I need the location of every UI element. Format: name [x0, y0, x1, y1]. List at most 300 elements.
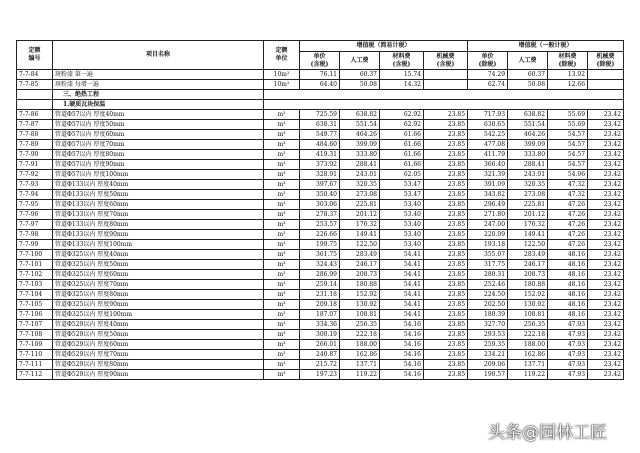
cell-g-price: 321.39	[468, 170, 508, 180]
cell-s-labor: 273.08	[340, 190, 380, 200]
cell-unit: m³	[264, 130, 300, 140]
cell-g-price: 224.50	[468, 290, 508, 300]
section-row	[17, 100, 624, 110]
cell-s-machine: 23.85	[424, 130, 468, 140]
cell-s-machine	[424, 70, 468, 80]
cell-name: 管道Φ133以内 厚度90mm	[53, 230, 264, 240]
cell-g-machine: 23.42	[588, 130, 624, 140]
cell-s-machine: 23.85	[424, 350, 468, 360]
cell-s-material: 61.66	[380, 130, 424, 140]
cell-s-labor: 399.09	[340, 140, 380, 150]
cell-unit: m³	[264, 190, 300, 200]
cell-s-material: 62.05	[380, 170, 424, 180]
cell-code: 7-7-92	[17, 170, 53, 180]
cell-g-material: 47.26	[548, 200, 588, 210]
cell-s-labor: 201.12	[340, 210, 380, 220]
cell-g-material: 47.32	[548, 190, 588, 200]
cell-s-price: 286.99	[300, 270, 340, 280]
cell-g-material: 47.93	[548, 340, 588, 350]
cell-s-machine: 23.85	[424, 150, 468, 160]
cell-code: 7-7-89	[17, 140, 53, 150]
table-row	[17, 150, 624, 160]
cell-g-price: 542.25	[468, 130, 508, 140]
cell-s-price: 300.19	[300, 330, 340, 340]
cell-unit: m³	[264, 290, 300, 300]
cell-s-price: 419.31	[300, 150, 340, 160]
cell-code: 7-7-95	[17, 200, 53, 210]
cell-g-labor: 225.81	[508, 200, 548, 210]
cell-s-labor: 256.35	[340, 320, 380, 330]
cell-s-labor: 149.41	[340, 230, 380, 240]
cell-name: 管道Φ57以内 厚度80mm	[53, 150, 264, 160]
table-row	[17, 280, 624, 290]
cell-s-material: 14.32	[380, 80, 424, 90]
cell-code: 7-7-91	[17, 160, 53, 170]
cell-name: 管道Φ325以内 厚度90mm	[53, 300, 264, 310]
header-general-tax: 增值税（一般计税）	[468, 41, 624, 52]
cell-g-machine: 23.42	[588, 210, 624, 220]
cell-name: 管道Φ325以内 厚度70mm	[53, 280, 264, 290]
cell-g-labor: 246.17	[508, 260, 548, 270]
cell-s-price: 303.06	[300, 200, 340, 210]
table-row	[17, 230, 624, 240]
cell-s-price: 197.23	[300, 370, 340, 380]
cell-g-machine: 23.42	[588, 240, 624, 250]
cell-s-labor: 188.00	[340, 340, 380, 350]
cell-name: 管道Φ133以内 厚度80mm	[53, 220, 264, 230]
cell-s-machine: 23.85	[424, 220, 468, 230]
cell-g-material: 54.57	[548, 130, 588, 140]
cell-g-machine: 23.42	[588, 340, 624, 350]
cell-g-machine: 23.42	[588, 150, 624, 160]
cell-g-machine: 23.42	[588, 220, 624, 230]
cell-g-price: 247.00	[468, 220, 508, 230]
cell-g-price: 74.29	[468, 70, 508, 80]
header-simple-labor: 人工费	[340, 52, 380, 70]
cell-g-material: 54.96	[548, 170, 588, 180]
cell-name: 管道Φ529以内 厚度60mm	[53, 340, 264, 350]
cell-s-price: 215.72	[300, 360, 340, 370]
cell-s-labor: 176.32	[340, 220, 380, 230]
cell-s-material: 54.41	[380, 280, 424, 290]
cell-s-labor: 122.50	[340, 240, 380, 250]
table-row	[17, 180, 624, 190]
cell-s-material: 53.40	[380, 220, 424, 230]
header-simple-material: 材料费 (含税)	[380, 52, 424, 70]
cell-s-machine: 23.85	[424, 160, 468, 170]
cell-code: 7-7-96	[17, 210, 53, 220]
cell-code: 7-7-97	[17, 220, 53, 230]
cell-s-price: 231.18	[300, 290, 340, 300]
cell-g-labor: 256.35	[508, 320, 548, 330]
cell-name: 管道Φ325以内 厚度60mm	[53, 270, 264, 280]
cell-g-material: 12.66	[548, 80, 588, 90]
cell-g-material: 48.16	[548, 260, 588, 270]
watermark: 头条@园林工匠	[488, 423, 607, 443]
cell-g-material: 55.69	[548, 110, 588, 120]
cell-g-material: 47.93	[548, 330, 588, 340]
cell-s-labor: 208.73	[340, 270, 380, 280]
cell-unit: m³	[264, 160, 300, 170]
cell-g-machine: 23.42	[588, 140, 624, 150]
cell-g-machine: 23.42	[588, 200, 624, 210]
table-row	[17, 270, 624, 280]
cell-name: 管道Φ133以内 厚度70mm	[53, 210, 264, 220]
cell-code: 7-7-85	[17, 80, 53, 90]
table-row	[17, 340, 624, 350]
cell-g-machine: 23.42	[588, 310, 624, 320]
cell-g-price: 293.53	[468, 330, 508, 340]
cell-s-material: 54.41	[380, 270, 424, 280]
cell-g-labor: 333.80	[508, 150, 548, 160]
cell-g-price: 366.40	[468, 160, 508, 170]
cell-g-labor: 222.18	[508, 330, 548, 340]
cell-g-labor: 119.22	[508, 370, 548, 380]
cell-s-labor: 464.26	[340, 130, 380, 140]
cell-unit: m³	[264, 210, 300, 220]
cell-g-price: 259.35	[468, 340, 508, 350]
cell-unit: m³	[264, 300, 300, 310]
cell-g-machine: 23.42	[588, 180, 624, 190]
cell-g-material: 47.26	[548, 220, 588, 230]
cell-s-price: 373.92	[300, 160, 340, 170]
table-row	[17, 310, 624, 320]
cell-name: 管道Φ57以内 厚度60mm	[53, 130, 264, 140]
cell-s-material: 53.40	[380, 230, 424, 240]
table-row	[17, 370, 624, 380]
cell-s-material: 61.66	[380, 150, 424, 160]
cell-g-material: 47.26	[548, 210, 588, 220]
table-row	[17, 120, 624, 130]
cell-unit: 10m²	[264, 70, 300, 80]
cell-name: 斑粉漆 每增一遍	[53, 80, 264, 90]
quota-table	[16, 40, 624, 380]
cell-name: 管道Φ529以内 厚度80mm	[53, 360, 264, 370]
cell-s-price: 199.75	[300, 240, 340, 250]
cell-s-price: 549.77	[300, 130, 340, 140]
cell-g-material: 54.57	[548, 140, 588, 150]
cell-s-price: 725.59	[300, 110, 340, 120]
header-general-material: 材料费 (除税)	[548, 52, 588, 70]
cell-s-material: 54.41	[380, 250, 424, 260]
cell-s-machine: 23.85	[424, 270, 468, 280]
cell-g-labor: 551.54	[508, 120, 548, 130]
cell-g-labor: 130.92	[508, 300, 548, 310]
cell-g-material: 54.57	[548, 160, 588, 170]
cell-s-machine: 23.85	[424, 110, 468, 120]
header-general-labor: 人工费	[508, 52, 548, 70]
cell-g-machine: 23.42	[588, 110, 624, 120]
cell-code: 7-7-94	[17, 190, 53, 200]
cell-g-machine: 23.42	[588, 270, 624, 280]
cell-s-labor: 283.49	[340, 250, 380, 260]
cell-g-price: 190.57	[468, 370, 508, 380]
cell-g-labor: 201.12	[508, 210, 548, 220]
cell-unit: m³	[264, 150, 300, 160]
cell-g-labor: 188.00	[508, 340, 548, 350]
table-row	[17, 170, 624, 180]
cell-g-labor: 149.41	[508, 230, 548, 240]
cell-code: 7-7-99	[17, 240, 53, 250]
cell-g-price: 62.74	[468, 80, 508, 90]
cell-unit: m³	[264, 370, 300, 380]
cell-g-labor: 176.32	[508, 220, 548, 230]
cell-g-machine: 23.42	[588, 120, 624, 130]
cell-name: 管道Φ325以内 厚度50mm	[53, 260, 264, 270]
cell-g-material: 54.57	[548, 150, 588, 160]
cell-code: 7-7-104	[17, 290, 53, 300]
cell-g-machine: 23.42	[588, 350, 624, 360]
cell-s-labor: 243.01	[340, 170, 380, 180]
cell-g-labor: 108.81	[508, 310, 548, 320]
cell-unit: m³	[264, 180, 300, 190]
table-header	[17, 41, 624, 70]
cell-s-price: 397.67	[300, 180, 340, 190]
cell-name: 管道Φ133以内 厚度60mm	[53, 200, 264, 210]
cell-unit: m³	[264, 280, 300, 290]
cell-s-material: 54.41	[380, 290, 424, 300]
cell-s-price: 259.14	[300, 280, 340, 290]
cell-s-machine: 23.85	[424, 170, 468, 180]
cell-g-material: 48.16	[548, 310, 588, 320]
cell-g-price: 477.08	[468, 140, 508, 150]
cell-s-price: 266.01	[300, 340, 340, 350]
cell-g-price: 630.65	[468, 120, 508, 130]
cell-g-labor: 180.88	[508, 280, 548, 290]
table-row	[17, 240, 624, 250]
cell-g-price: 411.79	[468, 150, 508, 160]
cell-s-price: 334.36	[300, 320, 340, 330]
cell-s-machine: 23.85	[424, 140, 468, 150]
cell-unit: m³	[264, 350, 300, 360]
cell-g-material: 55.69	[548, 120, 588, 130]
cell-s-machine: 23.85	[424, 230, 468, 240]
cell-s-price: 187.07	[300, 310, 340, 320]
cell-name: 管道Φ57以内 厚度40mm	[53, 110, 264, 120]
header-simple-tax: 增值税（简易计税）	[300, 41, 468, 52]
cell-code: 7-7-100	[17, 250, 53, 260]
table-row	[17, 260, 624, 270]
cell-unit: m³	[264, 320, 300, 330]
cell-g-material: 13.92	[548, 70, 588, 80]
cell-g-machine: 23.42	[588, 360, 624, 370]
cell-unit: m³	[264, 200, 300, 210]
cell-unit: m³	[264, 330, 300, 340]
table-row	[17, 300, 624, 310]
cell-s-labor: 180.88	[340, 280, 380, 290]
cell-s-machine: 23.85	[424, 310, 468, 320]
cell-s-machine: 23.85	[424, 300, 468, 310]
cell-g-labor: 288.41	[508, 160, 548, 170]
cell-s-material: 54.16	[380, 370, 424, 380]
cell-unit: m³	[264, 360, 300, 370]
cell-g-machine: 23.42	[588, 170, 624, 180]
cell-unit: m³	[264, 220, 300, 230]
cell-g-price: 234.21	[468, 350, 508, 360]
cell-s-price: 638.31	[300, 120, 340, 130]
cell-g-material: 47.26	[548, 230, 588, 240]
cell-g-machine	[588, 70, 624, 80]
cell-g-material: 48.16	[548, 250, 588, 260]
header-general-machine: 机械费 (除税)	[588, 52, 624, 70]
cell-code: 7-7-107	[17, 320, 53, 330]
cell-unit: m³	[264, 270, 300, 280]
cell-s-material: 54.16	[380, 330, 424, 340]
section-title: 三、绝热工程	[53, 90, 264, 100]
table-row	[17, 250, 624, 260]
cell-g-price: 327.70	[468, 320, 508, 330]
cell-g-material: 48.16	[548, 280, 588, 290]
cell-name: 管道Φ529以内 厚度50mm	[53, 330, 264, 340]
section-row	[17, 90, 624, 100]
cell-g-price: 391.09	[468, 180, 508, 190]
cell-s-price: 350.40	[300, 190, 340, 200]
cell-g-machine: 23.42	[588, 300, 624, 310]
section-title: 1.硬质瓦块保温	[53, 100, 264, 110]
cell-s-material: 53.47	[380, 190, 424, 200]
cell-s-machine: 23.85	[424, 210, 468, 220]
cell-unit: m³	[264, 170, 300, 180]
cell-s-machine: 23.85	[424, 250, 468, 260]
cell-unit: 10m²	[264, 80, 300, 90]
cell-name: 管道Φ529以内 厚度70mm	[53, 350, 264, 360]
table-row	[17, 320, 624, 330]
cell-g-price: 317.75	[468, 260, 508, 270]
cell-g-machine: 23.42	[588, 260, 624, 270]
cell-code: 7-7-87	[17, 120, 53, 130]
cell-s-machine: 23.85	[424, 180, 468, 190]
cell-g-machine: 23.42	[588, 190, 624, 200]
table-row	[17, 160, 624, 170]
cell-g-machine: 23.42	[588, 290, 624, 300]
cell-unit: m³	[264, 120, 300, 130]
cell-s-labor: 225.81	[340, 200, 380, 210]
section-filler	[264, 90, 624, 100]
cell-s-material: 54.41	[380, 260, 424, 270]
cell-g-material: 47.93	[548, 320, 588, 330]
cell-g-labor: 638.82	[508, 110, 548, 120]
cell-g-machine: 23.42	[588, 370, 624, 380]
cell-g-labor: 243.01	[508, 170, 548, 180]
cell-g-price: 717.93	[468, 110, 508, 120]
cell-g-material: 48.16	[548, 290, 588, 300]
cell-g-price: 202.50	[468, 300, 508, 310]
cell-s-material: 53.40	[380, 240, 424, 250]
cell-s-material: 53.40	[380, 200, 424, 210]
cell-s-price: 240.87	[300, 350, 340, 360]
cell-s-material: 62.92	[380, 110, 424, 120]
cell-s-labor: 333.80	[340, 150, 380, 160]
cell-s-material: 61.66	[380, 140, 424, 150]
cell-name: 管道Φ57以内 厚度100mm	[53, 170, 264, 180]
cell-g-material: 48.16	[548, 300, 588, 310]
cell-s-price: 324.43	[300, 260, 340, 270]
header-general-price: 单价 (除税)	[468, 52, 508, 70]
cell-unit: m³	[264, 260, 300, 270]
cell-s-machine: 23.85	[424, 120, 468, 130]
cell-s-material: 61.66	[380, 160, 424, 170]
section-code-cell	[17, 100, 53, 110]
cell-s-labor: 130.92	[340, 300, 380, 310]
table-row	[17, 220, 624, 230]
cell-code: 7-7-103	[17, 280, 53, 290]
cell-g-price: 280.31	[468, 270, 508, 280]
cell-s-material: 54.16	[380, 350, 424, 360]
section-code-cell	[17, 90, 53, 100]
table-row	[17, 140, 624, 150]
cell-g-price: 355.07	[468, 250, 508, 260]
cell-s-machine: 23.85	[424, 240, 468, 250]
cell-g-price: 271.80	[468, 210, 508, 220]
cell-name: 管道Φ133以内 厚度50mm	[53, 190, 264, 200]
cell-name: 管道Φ325以内 厚度40mm	[53, 250, 264, 260]
cell-g-machine: 23.42	[588, 280, 624, 290]
cell-s-machine: 23.85	[424, 290, 468, 300]
cell-s-price: 328.91	[300, 170, 340, 180]
cell-code: 7-7-109	[17, 340, 53, 350]
cell-g-labor: 208.73	[508, 270, 548, 280]
cell-name: 管道Φ325以内 厚度100mm	[53, 310, 264, 320]
cell-code: 7-7-93	[17, 180, 53, 190]
table-row	[17, 70, 624, 80]
cell-g-price: 296.49	[468, 200, 508, 210]
cell-g-machine: 23.42	[588, 330, 624, 340]
cell-s-material: 54.41	[380, 310, 424, 320]
header-name: 项目名称	[53, 41, 264, 70]
cell-s-material: 62.92	[380, 120, 424, 130]
cell-g-price: 220.09	[468, 230, 508, 240]
cell-s-machine: 23.85	[424, 280, 468, 290]
cell-s-material: 54.16	[380, 320, 424, 330]
cell-code: 7-7-111	[17, 360, 53, 370]
table-row	[17, 330, 624, 340]
cell-s-labor: 137.71	[340, 360, 380, 370]
cell-s-price: 278.37	[300, 210, 340, 220]
cell-code: 7-7-98	[17, 230, 53, 240]
cell-name: 管道Φ529以内 厚度90mm	[53, 370, 264, 380]
cell-g-labor: 60.37	[508, 70, 548, 80]
cell-g-material: 48.16	[548, 270, 588, 280]
cell-s-machine: 23.85	[424, 260, 468, 270]
table-row	[17, 350, 624, 360]
cell-code: 7-7-106	[17, 310, 53, 320]
cell-g-labor: 464.26	[508, 130, 548, 140]
cell-g-material: 47.93	[548, 360, 588, 370]
cell-g-price: 193.18	[468, 240, 508, 250]
cell-code: 7-7-84	[17, 70, 53, 80]
cell-g-price: 252.46	[468, 280, 508, 290]
cell-code: 7-7-112	[17, 370, 53, 380]
cell-s-labor: 162.86	[340, 350, 380, 360]
cell-g-price: 343.82	[468, 190, 508, 200]
cell-name: 管道Φ57以内 厚度90mm	[53, 160, 264, 170]
cell-name: 管道Φ133以内 厚度40mm	[53, 180, 264, 190]
cell-g-machine: 23.42	[588, 250, 624, 260]
cell-s-price: 361.75	[300, 250, 340, 260]
cell-g-labor: 152.92	[508, 290, 548, 300]
cell-s-labor: 222.18	[340, 330, 380, 340]
cell-s-machine: 23.85	[424, 370, 468, 380]
cell-code: 7-7-86	[17, 110, 53, 120]
cell-s-machine: 23.85	[424, 190, 468, 200]
cell-s-labor: 551.54	[340, 120, 380, 130]
quota-sheet	[16, 40, 623, 380]
header-code: 定额 编号	[17, 41, 53, 70]
cell-g-labor: 162.86	[508, 350, 548, 360]
cell-s-price: 226.66	[300, 230, 340, 240]
cell-s-machine: 23.85	[424, 360, 468, 370]
cell-code: 7-7-88	[17, 130, 53, 140]
